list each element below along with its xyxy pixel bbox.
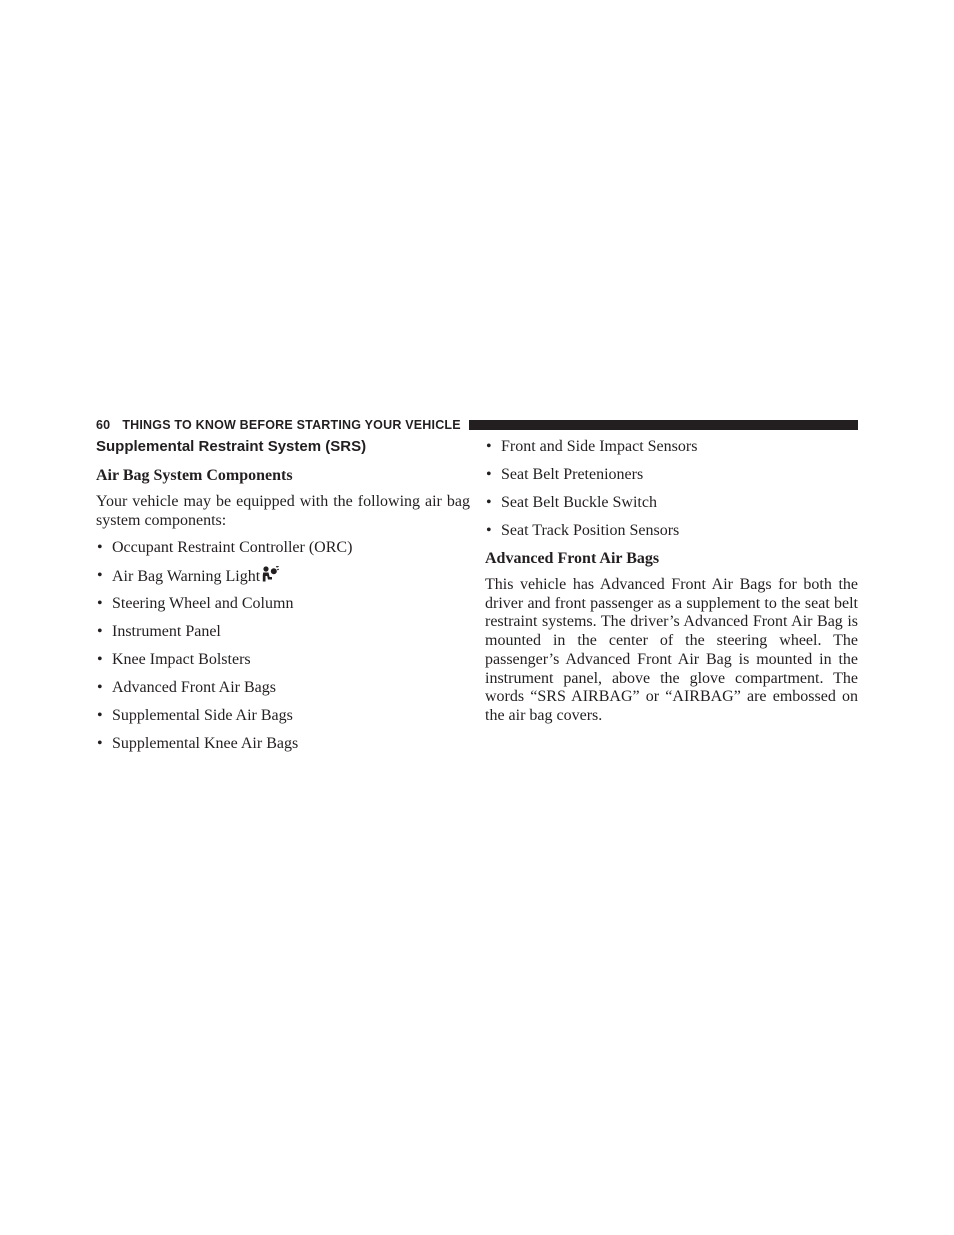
sensors-list [485, 437, 858, 549]
list-item [96, 538, 470, 566]
list-item [485, 521, 858, 549]
list-item [96, 566, 470, 594]
bullet: • [486, 438, 492, 455]
list-item [96, 706, 470, 734]
list-item [96, 594, 470, 622]
list-item [485, 437, 858, 465]
running-header [96, 417, 858, 433]
airbag-warning-icon [261, 566, 279, 582]
bullet: • [97, 679, 103, 697]
list-item-label: Supplemental Side Air Bags [112, 707, 293, 725]
list-item-label: Seat Track Position Sensors [501, 522, 680, 539]
bullet: • [97, 735, 103, 753]
section-title: THINGS TO KNOW BEFORE STARTING YOUR VEHICLE [122, 418, 461, 432]
bullet: • [97, 539, 103, 557]
list-item-label: Knee Impact Bolsters [112, 651, 251, 669]
list-item-label: Seat Belt Pretenioners [501, 466, 644, 483]
bullet: • [97, 595, 103, 613]
advanced-airbags-subheading: Advanced Front Air Bags [485, 550, 660, 567]
list-item-label: Advanced Front Air Bags [112, 679, 276, 697]
right-column [485, 437, 858, 726]
list-item-label: Instrument Panel [112, 623, 221, 641]
page-number: 60 [96, 418, 111, 432]
list-item [96, 650, 470, 678]
components-list [96, 538, 470, 762]
list-item [96, 734, 470, 762]
list-item-label: Supplemental Knee Air Bags [112, 735, 299, 753]
list-item-label: Occupant Restraint Controller (ORC) [112, 539, 353, 557]
list-item-label: Seat Belt Buckle Switch [501, 494, 657, 511]
list-item-label: Air Bag Warning Light [112, 568, 261, 586]
bullet: • [97, 567, 103, 585]
bullet: • [97, 623, 103, 641]
bullet: • [97, 707, 103, 725]
list-item [485, 465, 858, 493]
intro-paragraph: Your vehicle may be equipped with the following air bag system components: [96, 493, 470, 529]
list-item-label: Steering Wheel and Column [112, 595, 294, 613]
list-item [96, 622, 470, 650]
bullet: • [486, 494, 492, 511]
bullet: • [97, 651, 103, 669]
components-subheading: Air Bag System Components [96, 467, 293, 484]
header-rule [469, 420, 858, 430]
left-column [96, 437, 470, 762]
bullet: • [486, 466, 492, 483]
advanced-airbags-paragraph: This vehicle has Advanced Front Air Bags for both the driver and front passenger as a supplement to the seat belt restraint systems. The driver’s Advanced Front Air Bag is mounted in the center of the steering wheel. The passenger’s Advanced Front Air Bag is mounted in the instrument panel, above the glove compartment. The words “SRS AIRBAG” or “AIRBAG” are embossed on the air bag covers. [485, 576, 858, 724]
list-item [96, 678, 470, 706]
bullet: • [486, 522, 492, 539]
list-item [485, 493, 858, 521]
list-item-label: Front and Side Impact Sensors [501, 438, 698, 455]
srs-heading: Supplemental Restraint System (SRS) [96, 438, 367, 455]
